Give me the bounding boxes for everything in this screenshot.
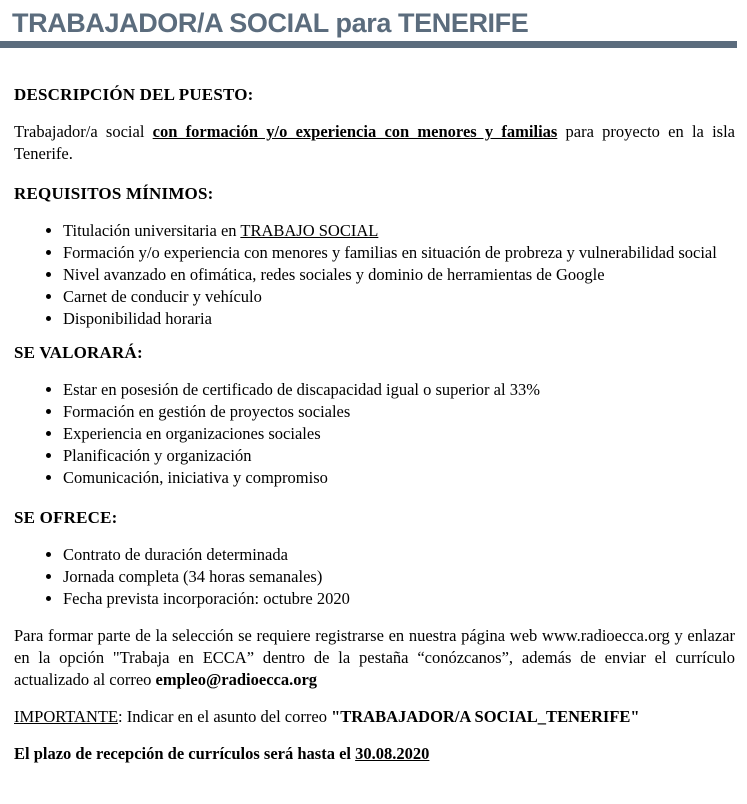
descripcion-paragraph [14, 121, 735, 165]
section-heading-requisitos: REQUISITOS MÍNIMOS: [14, 184, 214, 203]
descripcion-intro-emphasis: con formación y/o experiencia con menores y familias [152, 122, 558, 141]
list-item: • Disponibilidad horaria [63, 308, 735, 330]
list-item: • Estar en posesión de certificado de discapacidad igual o superior al 33% [63, 379, 735, 401]
plazo-text: El plazo de recepción de currículos será hasta el [14, 744, 356, 763]
requisito-titulacion-underlined: TRABAJO SOCIAL [240, 221, 379, 240]
importante-label: IMPORTANTE [14, 707, 119, 726]
requisito-titulacion-pre: Titulación universitaria en [63, 221, 241, 240]
list-item: • Carnet de conducir y vehículo [63, 286, 735, 308]
aplicacion-paragraph [14, 625, 735, 691]
importante-subject: "TRABAJADOR/A SOCIAL_TENERIFE" [331, 707, 640, 726]
aplicacion-email: empleo@radioecca.org [155, 670, 318, 689]
importante-paragraph [14, 706, 735, 728]
plazo-date: 30.08.2020 [355, 744, 430, 763]
list-item: • Formación en gestión de proyectos sociales [63, 401, 735, 423]
list-item: • Nivel avanzado en ofimática, redes sociales y dominio de herramientas de Google [63, 264, 735, 286]
section-heading-valorara: SE VALORARÁ: [14, 343, 143, 362]
list-item: • Contrato de duración determinada [63, 544, 735, 566]
importante-text: : Indicar en el asunto del correo [118, 707, 332, 726]
requisitos-list [14, 220, 735, 330]
plazo-paragraph [14, 743, 735, 765]
job-posting-document [0, 8, 747, 765]
list-item [63, 220, 735, 242]
list-item: • Fecha prevista incorporación: octubre 2020 [63, 588, 735, 610]
valorara-list [14, 379, 735, 489]
page-title: TRABAJADOR/A SOCIAL para TENERIFE [12, 8, 529, 38]
list-item: • Jornada completa (34 horas semanales) [63, 566, 735, 588]
list-item: • Experiencia en organizaciones sociales [63, 423, 735, 445]
descripcion-intro-pre: Trabajador/a social [14, 122, 153, 141]
descripcion-intro-post: para proyecto en la isla Tenerife. [14, 122, 735, 163]
ofrece-list [14, 544, 735, 610]
aplicacion-text: Para formar parte de la selección se requiere registrarse en nuestra página web www.radioecca.org y enlazar en la opción "Trabaja en ECCA” dentro de la pestaña “conózcanos”, además de enviar el currículo actualizado al correo [14, 626, 735, 689]
list-item: • Formación y/o experiencia con menores y familias en situación de probreza y vulnerabilidad social [63, 242, 735, 264]
list-item: • Comunicación, iniciativa y compromiso [63, 467, 735, 489]
section-heading-descripcion: DESCRIPCIÓN DEL PUESTO: [14, 85, 254, 104]
title-underline-bar [0, 41, 737, 48]
list-item: • Planificación y organización [63, 445, 735, 467]
section-heading-ofrece: SE OFRECE: [14, 508, 118, 527]
